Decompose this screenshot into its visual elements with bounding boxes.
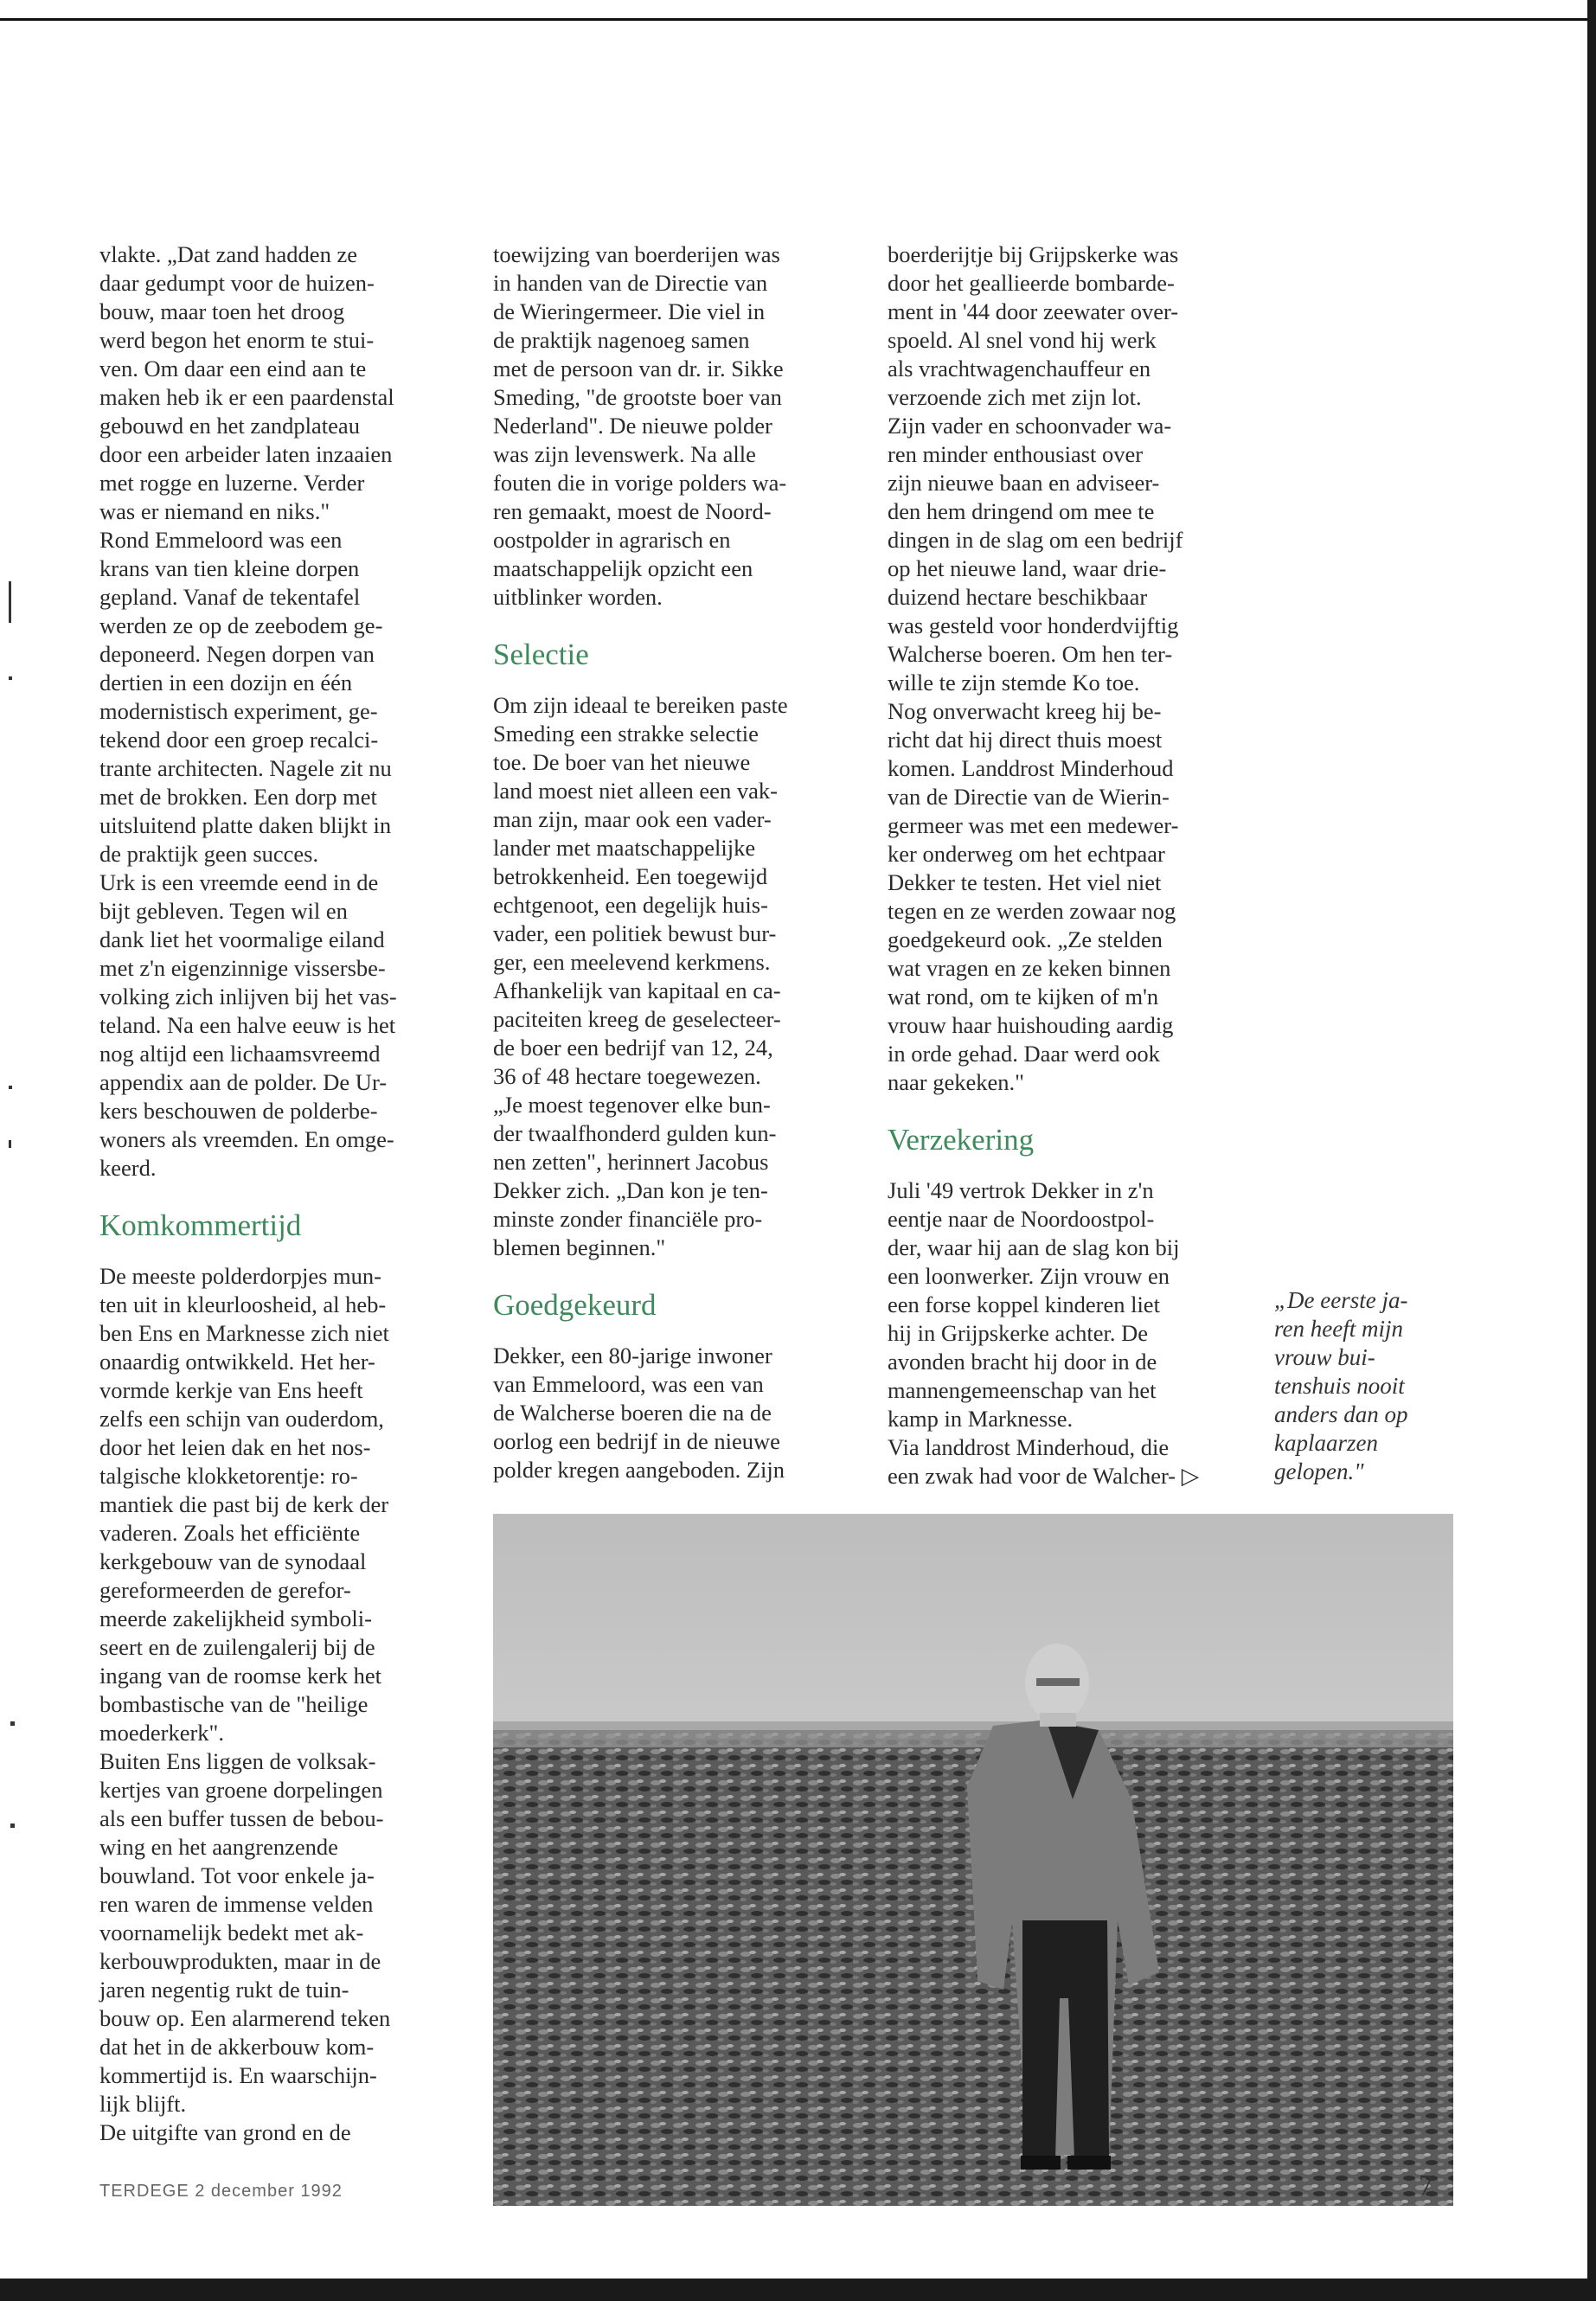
article-column-1 — [99, 240, 463, 2147]
section-heading-komkommertijd: Komkommertijd — [99, 1208, 302, 1242]
article-column-2 — [493, 240, 856, 1484]
scan-mark — [9, 581, 11, 623]
body-paragraph: Juli '49 vertrok Dekker in z'n eentje naar de Noordoostpol- der, waar hij aan de slag kon bij een loonwerker. Zijn vrouw en een forse koppel kinderen liet hij in Grijpskerke achter. De avonden bracht hij door in de mannengemeenschap van het kamp in Marknesse. Via landdrost Minderhoud, die een zwak had voor de Walcher- ▷ — [888, 1177, 1200, 1489]
pull-quote: „De eerste ja- ren heeft mijn vrouw bui- tenshuis nooit anders dan op kaplaarzen gelopen." — [1274, 1287, 1408, 1484]
scan-mark — [9, 676, 12, 680]
scan-mark — [9, 1086, 12, 1089]
section-heading-selectie: Selectie — [493, 638, 589, 671]
body-paragraph: De meeste polderdorpjes mun- ten uit in kleurloosheid, al heb- ben Ens en Marknesse zich niet onaardig ontwikkeld. Het her- vormde kerkje van Ens heeft zelfs een schijn van ouderdom, door het leien dak en het nos- talgische klokketorentje: ro- mantiek die past bij de kerk der vaderen. Zoals het efficiënte kerkgebouw van de synodaal gereformeerden de gerefor- meerde zakelijkheid symboli- seert en de zuilengalerij bij de ingang van de roomse kerk het bombastische van de "heilige moederkerk". Buiten Ens liggen de volksak- kertjes van groene dorpelingen als een buffer tussen de bebou- wing en het aangrenzende bouwland. Tot voor enkele ja- ren waren de immense velden voornamelijk bedekt met ak- kerbouwprodukten, maar in de jaren negentig rukt de tuin- bouw op. Een alarmerend teken dat het in de akkerbouw kom- kommertijd is. En waarschijn- lijk blijft. De uitgifte van grond en de — [99, 1263, 391, 2145]
footer-publication: TERDEGE 2 december 1992 — [99, 2182, 343, 2201]
body-paragraph: Dekker, een 80-jarige inwoner van Emmeloord, was een van de Walcherse boeren die na de oorlog een bedrijf in de nieuwe polder kregen aangeboden. Zijn — [493, 1343, 785, 1483]
body-paragraph: vlakte. „Dat zand hadden ze daar gedumpt voor de huizen- bouw, maar toen het droog werd begon het enorm te stui- ven. Om daar een eind aan te maken heb ik er een paardenstal gebouwd en het zandplateau door een arbeider laten inzaaien met rogge en luzerne. Verder was er niemand en niks." Rond Emmeloord was een krans van tien kleine dorpen gepland. Vanaf de tekentafel werden ze op de zeebodem ge- deponeerd. Negen dorpen van dertien in een dozijn en één modernistisch experiment, ge- tekend door een groep recalci- trante architecten. Nagele zit nu met de brokken. Een dorp met uitsluitend platte daken blijkt in de praktijk geen succes. Urk is een vreemde eend in de bijt gebleven. Tegen wil en dank liet het voormalige eiland met z'n eigenzinnige vissersbe- volking zich inlijven bij het vas- teland. Na een halve eeuw is het nog altijd een lichaamsvreemd appendix aan de polder. De Ur- kers beschouwen de polderbe- woners als vreemden. En omge- keerd. — [99, 241, 397, 1181]
page-right-edge — [1587, 0, 1596, 2301]
body-paragraph: boerderijtje bij Grijpskerke was door het geallieerde bombarde- ment in '44 door zeewater over- spoeld. Al snel vond hij werk als vrachtwagenchauffeur en verzoende zich met zijn lot. Zijn vader en schoonvader wa- ren minder enthousiast over zijn nieuwe baan en adviseer- den hem dringend om mee te dingen in de slag om een bedrijf op het nieuwe land, waar drie- duizend hectare beschikbaar was gesteld voor honderdvijftig Walcherse boeren. Om hen ter- wille te zijn stemde Ko toe. Nog onverwacht kreeg hij be- richt dat hij direct thuis moest komen. Landdrost Minderhoud van de Directie van de Wierin- germeer was met een medewer- ker onderweg om het echtpaar Dekker te testen. Het viel niet tegen en ze werden zowaar nog goedgekeurd ook. „Ze stelden wat vragen en ze keken binnen wat rond, om te kijken of m'n vrouw haar huishouding aardig in orde gehad. Daar werd ook naar gekeken." — [888, 241, 1183, 1095]
section-heading-verzekering: Verzekering — [888, 1123, 1035, 1157]
scan-mark — [10, 1823, 15, 1828]
photo-farmer-in-field — [493, 1514, 1453, 2206]
page-bottom-edge — [0, 2279, 1596, 2301]
body-paragraph: Om zijn ideaal te bereiken paste Smeding een strakke selectie toe. De boer van het nieuwe land moest niet alleen een vak- man zijn, maar ook een vader- lander met maatschappelijke betrokkenheid. Een toegewijd echtgenoot, een degelijk huis- vader, een politiek bewust bur- ger, een meelevend kerkmens. Afhankelijk van kapitaal en ca- paciteiten kreeg de geselecteer- de boer een bedrijf van 12, 24, 36 of 48 hectare toegewezen. „Je moest tegenover elke bun- der twaalfhonderd gulden kun- nen zetten", herinnert Jacobus Dekker zich. „Dan kon je ten- minste zonder financiële pro- blemen beginnen." — [493, 692, 788, 1260]
article-column-3 — [888, 240, 1255, 1490]
scan-mark — [10, 1721, 15, 1726]
scan-mark — [9, 1140, 11, 1148]
photo-illustration — [493, 1514, 1453, 2206]
page-number: 7 — [1419, 2170, 1433, 2202]
page-top-edge — [0, 0, 1596, 21]
body-paragraph: toewijzing van boerderijen was in handen van de Directie van de Wieringermeer. Die viel in de praktijk nagenoeg samen met de persoon van dr. ir. Sikke Smeding, "de grootste boer van Nederland". De nieuwe polder was zijn levenswerk. Na alle fouten die in vorige polders wa- ren gemaakt, moest de Noord- oostpolder in agrarisch en maatschappelijk opzicht een uitblinker worden. — [493, 241, 787, 610]
section-heading-goedgekeurd: Goedgekeurd — [493, 1288, 657, 1322]
